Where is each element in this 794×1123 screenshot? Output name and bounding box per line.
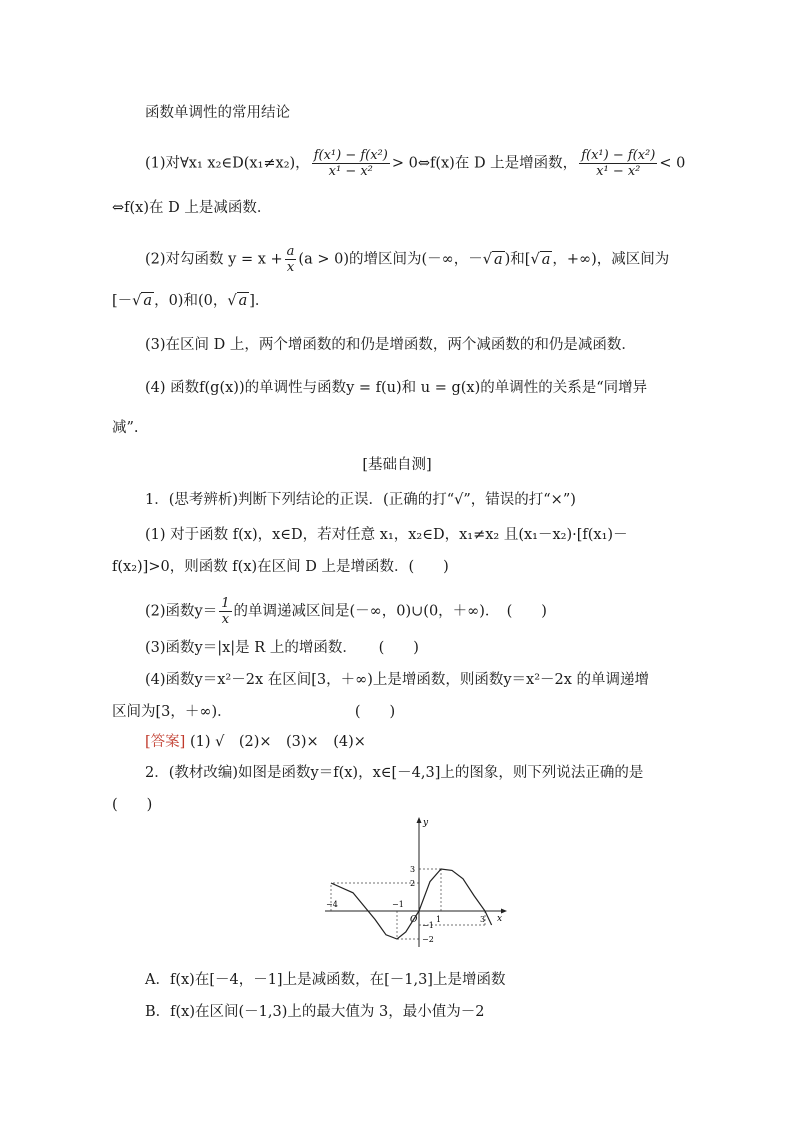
c2-mid1: (a > 0)的增区间为(－∞，－: [298, 251, 483, 268]
c1-fraction-1: [312, 148, 390, 179]
sqrt-icon: √: [530, 251, 540, 268]
answer-tag: [答案]: [145, 734, 186, 750]
q1-s2-post: 的单调递减区间是(－∞，0)∪(0，＋∞)． ( ): [233, 603, 547, 620]
c2-line2-mid: ，0)和(0，: [154, 293, 228, 309]
c1-f2-num: f(x¹) − f(x²): [581, 148, 656, 163]
sqrt-icon: √: [227, 293, 237, 309]
q1-s1-line2: f(x₂)]>0，则函数 f(x)在区间 D 上是增函数．( ): [112, 559, 449, 575]
conclusion-4-line-2: 减”.: [112, 420, 139, 436]
c1-mid: > 0⇔f(x)在 D 上是增函数，: [391, 155, 578, 172]
conclusion-2-line-1: [145, 244, 669, 275]
c2-frac-den: x: [286, 260, 295, 275]
answer-line: [145, 732, 366, 752]
c2-fraction: [285, 244, 297, 275]
c1-pre: (1)对∀x₁ x₂∈D(x₁≠x₂)，: [145, 155, 310, 172]
q2-option-a[interactable]: A．f(x)在[－4，－1]上是减函数，在[－1,3]上是增函数: [145, 972, 506, 988]
y-tick-label: 3: [410, 865, 416, 874]
c2-post: ，+∞)，减区间为: [552, 251, 670, 268]
x-tick-label: 1: [436, 915, 442, 924]
q2-line1: 2．(教材改编)如图是函数y＝f(x)，x∈[－4,3]上的图象，则下列说法正确的是: [145, 765, 644, 781]
c2-rad4: a: [238, 293, 248, 309]
section-title: [基础自测]: [362, 457, 432, 473]
sqrt-icon: √: [132, 293, 142, 309]
c1-f1-den: x¹ − x²: [328, 164, 373, 179]
c1-post: < 0: [659, 155, 686, 172]
conclusion-1-line-2: ⇔f(x)在 D 上是减函数．: [112, 200, 272, 216]
y-tick-label: 2: [410, 879, 416, 888]
conclusion-4-line-1: (4) 函数f(g(x))的单调性与函数y = f(u)和 u = g(x)的单调性的关系是“同增异: [145, 380, 648, 396]
c2-rad1: a: [493, 251, 503, 268]
c2-rad3: a: [143, 293, 153, 309]
q1-s2-fraction: [219, 596, 231, 627]
x-axis-label: x: [497, 914, 503, 924]
conclusion-2-line-2: [112, 291, 269, 311]
q1-s2-den: x: [221, 612, 230, 627]
q1-s4-line1: (4)函数y＝x²－2x 在区间[3，＋∞)上是增函数，则函数y＝x²－2x 的单调递增: [145, 672, 650, 688]
heading: 函数单调性的常用结论: [145, 105, 290, 121]
answer-text: (1) √ (2)× (3)× (4)×: [189, 734, 366, 750]
conclusion-1-line-1: [145, 148, 685, 179]
y-axis-arrow-icon: [417, 817, 422, 823]
sqrt-icon: √: [482, 251, 492, 268]
q1-s2-num: 1: [221, 596, 230, 611]
c1-f1-num: f(x¹) − f(x²): [313, 148, 388, 163]
c2-frac-num: a: [286, 244, 295, 259]
q2-line2: ( ): [112, 797, 153, 813]
c1-f2-den: x¹ − x²: [596, 164, 641, 179]
q1-s2-pre: (2)函数y＝: [145, 603, 218, 620]
origin-label: O: [410, 915, 418, 925]
x-axis-arrow-icon: [501, 909, 507, 914]
c2-pre: (2)对勾函数 y = x +: [145, 251, 283, 268]
x-tick-label: −4: [326, 900, 338, 909]
c1-fraction-2: [579, 148, 657, 179]
q2-option-b[interactable]: B．f(x)在区间(－1,3)上的最大值为 3，最小值为－2: [145, 1004, 485, 1020]
function-graph: [315, 815, 515, 955]
c2-mid2: )和[: [504, 251, 531, 268]
q1-s2: [145, 596, 547, 627]
q1-s1-line1: (1) 对于函数 f(x)，x∈D，若对任意 x₁，x₂∈D，x₁≠x₂ 且(x₁－x₂)·[f(x₁)－: [145, 527, 628, 543]
q1-s4-line2: 区间为[3，＋∞)． ( ): [112, 704, 396, 720]
c2-line2-post: ]．: [249, 293, 270, 309]
q1-s3: (3)函数y＝|x|是 R 上的增函数． ( ): [145, 640, 419, 656]
y-tick-label: −2: [422, 935, 434, 944]
conclusion-3: (3)在区间 D 上，两个增函数的和仍是增函数，两个减函数的和仍是减函数．: [145, 337, 636, 353]
y-axis-label: y: [423, 818, 429, 828]
x-tick-label: −1: [392, 900, 404, 909]
y-tick-label: −1: [422, 921, 434, 930]
c2-rad2: a: [541, 251, 551, 268]
x-tick-label: 3: [480, 915, 486, 924]
c2-line2-pre: [－: [112, 293, 133, 309]
q1-stem: 1．(思考辨析)判断下列结论的正误．(正确的打“√”，错误的打“×”): [145, 492, 576, 508]
